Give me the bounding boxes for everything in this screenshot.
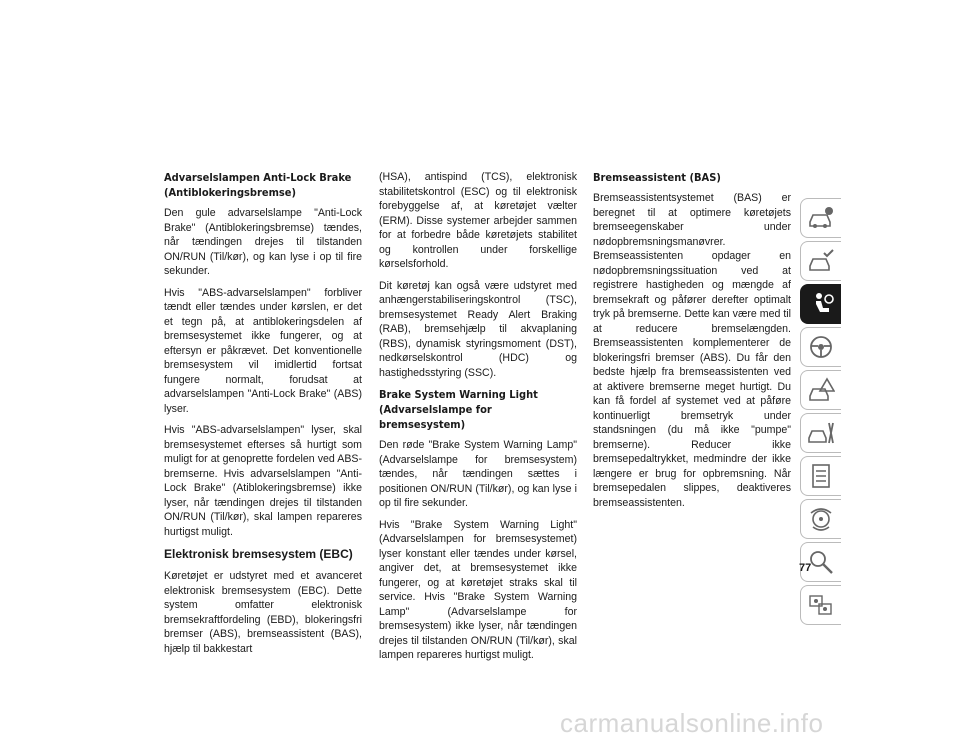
heading-ebc: Elektronisk bremsesystem (EBC)	[164, 547, 353, 561]
warning-car-icon	[807, 376, 835, 404]
airbag-seat-icon	[807, 290, 835, 318]
column-3	[593, 170, 791, 517]
tab-warning-car[interactable]	[800, 370, 841, 410]
paragraph: Dit køretøj kan også være udstyret med anhængerstabiliseringskontrol (TSC), bremsesystemet Ready Alert Braking (RAB), bremsehjælp til akvaplaning (RBS), dynamisk styringsmoment (DST), nedkørselskontrol (HDC) og hastighedsstyring (SSC).	[379, 279, 577, 379]
tab-multimedia[interactable]	[800, 499, 841, 539]
heading-brake-system-warning: Brake System Warning Light (Advarselslampe for bremsesystem)	[379, 388, 538, 431]
car-tools-icon	[807, 419, 835, 447]
column-2	[379, 170, 577, 670]
car-info-icon	[807, 204, 835, 232]
paragraph: Hvis "ABS-advarselslampen" forbliver tændt eller tændes under kørslen, er det et tegn på, at antiblokeringsdelen af bremsesystemet ikke fungerer, og at eftersyn er påkrævet. Det konventionelle bremsesystem vil imidlertid fortsat fungere normalt, forudsat at advarselslampen "Anti-Lock Brake" (ABS) lyser.	[164, 286, 362, 415]
paragraph: Den gule advarselslampe "Anti-Lock Brake" (Antiblokeringsbremse) tændes, når tændingen drejes til tilstanden ON/RUN (Til/kør), og kan lyse i op til fire sekunder.	[164, 207, 362, 277]
multimedia-icon	[807, 505, 835, 533]
paragraph: Hvis "Brake System Warning Light" (Advarselslampen for bremsesystemet) lyser konstant eller tændes under kørsel, angiver det, at bremsesystemet ikke fungerer, og at køretøjet straks skal til service. Hvis "Brake System Warning Lamp" (Advarselslampe for bremsesystem) ikke lyser, når tændingen drejes til tilstanden ON/RUN (Til/kør), skal lampen repareres hurtigst muligt.	[379, 518, 577, 661]
paragraph: Hvis "ABS-advarselslampen" lyser, skal bremsesystemet efterses så hurtigt som muligt for at genoprette fordelen ved ABS-bremserne. Hvis advarselslampen "Anti-Lock Brake" (Atiblokeringsbremse) ikke lyser, når tændingen drejes til tilstanden ON/RUN (Til/kør), skal lampen repareres hurtigst muligt.	[164, 424, 362, 538]
watermark: carmanualsonline.info	[560, 708, 824, 738]
tab-language[interactable]	[800, 585, 841, 625]
tab-airbag-seat[interactable]	[800, 284, 841, 324]
car-check-icon	[807, 247, 835, 275]
tab-car-check[interactable]	[800, 241, 841, 281]
column-1	[164, 170, 362, 663]
heading-abs-warning: Advarselslampen Anti-Lock Brake (Antiblokeringsbremse)	[164, 171, 352, 199]
language-icon	[807, 591, 835, 619]
tab-steering[interactable]	[800, 327, 841, 367]
page-number: 77	[799, 562, 812, 574]
paragraph: Køretøjet er udstyret med et avanceret elektronisk bremsesystem (EBC). Dette system omfatter elektronisk bremsekraftfordeling (EBD), blokeringsfri bremser (ABS), bremseassistent (BAS), hjælp til bakkestart	[164, 570, 362, 655]
paragraph: Bremseassistentsystemet (BAS) er beregnet til at optimere køretøjets bremseegenskaber under nødopbremsningsmanøvrer. Bremseassistenten opdager en nødopbremsningssituation ved at registrere hastigheden og mængde af bremsekraft og påfører derefter optimalt tryk på bremserne. Dette kan være med til at reducere bremselængden. Bremseassistenten komplementerer de blokeringsfri bremser (ABS). Du får den bedste hjælp fra bremseassistenten ved at aktivere bremserne meget hurtigt. Du kan få fordel af systemet ved at påføre kontinuerligt bremsetryk under standsningen (du må ikke "pumpe" bremserne). Reducer ikke bremsepedaltrykket, medmindre der ikke længere er brug for opbremsning. Når bremsepedalen slippes, deaktiveres bremseassistenten.	[593, 192, 791, 509]
paragraph: Den røde "Brake System Warning Lamp" (Advarselslampe for bremsesystem) tændes, når tændingen sættes i positionen ON/RUN (Til/kør), og kan lyse i op til fire sekunder.	[379, 439, 577, 509]
steering-wheel-icon	[807, 333, 835, 361]
tab-car-tools[interactable]	[800, 413, 841, 453]
tab-checklist[interactable]	[800, 456, 841, 496]
checklist-icon	[807, 462, 835, 490]
tab-car-info[interactable]	[800, 198, 841, 238]
paragraph: (HSA), antispind (TCS), elektronisk stabilitetskontrol (ESC) og til elektronisk forebyggelse af, at køretøjet vælter (ERM). Disse systemer arbejder sammen for at forbedre både køretøjets stabilitet og kontrollen under forskellige kørselsforhold.	[379, 171, 577, 270]
heading-brake-assist: Bremseassistent (BAS)	[593, 171, 721, 184]
